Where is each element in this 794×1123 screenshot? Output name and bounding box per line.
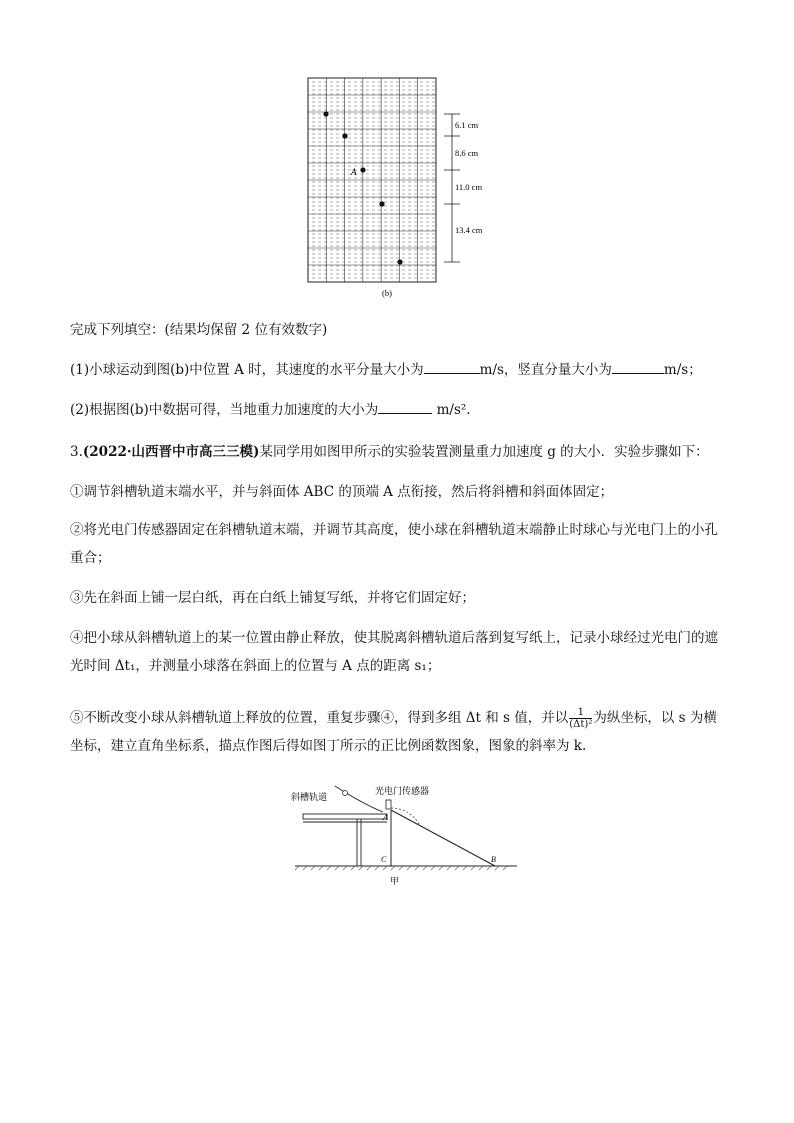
answer-blank-gravity[interactable] [378, 399, 432, 414]
label-a: A [383, 813, 388, 822]
step-2: ②将光电门传感器固定在斜槽轨道末端，并调节其高度，使小球在斜槽轨道末端静止时球心与光电门上的小孔重合； [70, 522, 718, 566]
problem-3-header: 3.(2022·山西晋中市高三三模)某同学用如图甲所示的实验装置测量重力加速度 g 的大小．实验步骤如下： [70, 444, 709, 460]
label-track: 斜槽轨道 [291, 792, 328, 802]
ball-position [397, 259, 402, 264]
step-4: ④把小球从斜槽轨道上的某一位置由静止释放，使其脱离斜槽轨道后落到复写纸上，记录小球经过光电门的遮光时间 Δt₁，并测量小球落在斜面上的位置与 A 点的距离 s₁； [70, 630, 718, 674]
step-1: ①调节斜槽轨道末端水平，并与斜面体 ABC 的顶端 A 点衔接，然后将斜槽和斜面体固定； [70, 484, 614, 500]
distance-1: 6.1 cm [455, 120, 479, 130]
figure-jia [285, 780, 525, 890]
ball-position [323, 111, 328, 116]
prompt: 完成下列填空：(结果均保留 2 位有效数字) [70, 322, 328, 338]
step-3: ③先在斜面上铺一层白纸，再在白纸上铺复写纸，并将它们固定好； [70, 590, 475, 606]
distance-2: 8.6 cm [455, 148, 479, 158]
ball-position [379, 201, 384, 206]
ball-position [342, 133, 347, 138]
label-b: B [491, 855, 496, 864]
answer-blank-horizontal[interactable] [424, 359, 480, 374]
distance-3: 11.0 cm [455, 182, 483, 192]
figure-b-caption: (b) [382, 288, 392, 298]
point-a-label: A [351, 167, 357, 177]
label-c: C [381, 855, 387, 864]
step-5: ⑤不断改变小球从斜槽轨道上释放的位置，重复步骤④，得到多组 Δt 和 s 值，并以 $\frac{1}{\text{(Δt)²}}$ 为纵坐标，以 s 为横坐标，建立直角坐标系，描点作图后得如图丁所示的正比例函数图象，图象的斜率为 k. [70, 707, 717, 754]
fraction: $\frac{1}{\text{(Δt)²}}$ [569, 707, 593, 730]
figure-jia-caption: 甲 [390, 876, 400, 886]
label-sensor: 光电门传感器 [375, 786, 430, 796]
figure-b [300, 72, 500, 302]
ball-position [360, 167, 365, 172]
question-1: (1)小球运动到图(b)中位置 A 时，其速度的水平分量大小为 m/s，竖直分量大小为 m/s； [70, 356, 730, 384]
question-2: (2)根据图(b)中数据可得，当地重力加速度的大小为 m/s². [70, 396, 730, 424]
answer-blank-vertical[interactable] [612, 359, 664, 374]
distance-4: 13.4 cm [455, 225, 483, 235]
